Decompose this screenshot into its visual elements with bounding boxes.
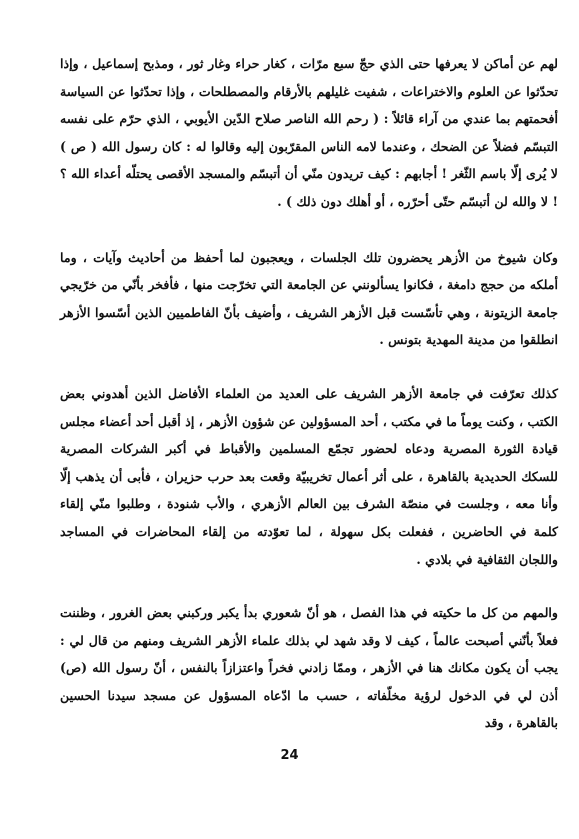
paragraph-1: لهم عن أماكن لا يعرفها حتى الذي حجّ سبع مرّات ، كغار حراء وغار ثور ، ومذبح إسماعيل ، وإذا تحدّثوا عن العلوم والاختراعات ، شفيت غليلهم بالأرقام والمصطلحات ، وإذا تحدّثوا عن السياسة أفحمتهم بما عندي من آراء قائلاً : ( رحم الله الناصر صلاح الدّين الأيوبي ، الذي حرّم على نفسه التبسّم فضلاً عن الضحك ، وعندما لامه الناس المقرّبون إليه وقالوا له : كان رسول الله ( ص ) لا يُرى إلّا باسم الثّغر ! أجابهم : كيف تريدون منّي أن أتبسّم والمسجد الأقصى يحتلّه أعداء الله ؟ ! لا والله لن أتبسّم حتّى أحرّره ، أو أهلك دون ذلك ) . (60, 56, 558, 209)
paragraph-2: وكان شيوخ من الأزهر يحضرون تلك الجلسات ، ويعجبون لما أحفظ من أحاديث وآيات ، وما أملكه من حجج دامغة ، فكانوا يسألونني عن الجامعة التي تخرّجت منها ، فأفخر بأنّي من خرّيجي جامعة الزيتونة ، وهي تأسّست قبل الأزهر الشريف ، وأضيف بأنّ الفاطميين الذين أسّسوا الأزهر انطلقوا من مدينة المهدية بتونس . (60, 249, 558, 348)
page-number: 24 (280, 748, 299, 763)
paragraph-3: كذلك تعرّفت في جامعة الأزهر الشريف على العديد من العلماء الأفاضل الذين أهدوني بعض الكتب ، وكنت يوماً ما في مكتب ، أحد المسؤولين عن شؤون الأزهر ، إذ أقبل أحد أعضاء مجلس قيادة الثورة المصرية ودعاه لحضور تجمّع المسلمين والأقباط في أكبر الشركات المصرية للسكك الحديدية بالقاهرة ، على أثر أعمال تخريبيّة وقعت بعد حرب حزيران ، فأبى أن يذهب إلّا وأنا معه ، وجلست في منصّة الشرف بين العالم الأزهري ، والأب شنودة ، وطلبوا منّي إلقاء كلمة في الحاضرين ، ففعلت بكل سهولة ، لما تعوّدته من إلقاء المحاضرات في المساجد واللجان الثقافية في بلادي . (60, 385, 558, 567)
paragraph-4: والمهم من كل ما حكيته في هذا الفصل ، هو أنّ شعوري بدأ يكبر وركبني بعض الغرور ، وظننت فعلاً بأنّني أصبحت عالماً ، كيف لا وقد شهد لي بذلك علماء الأزهر الشريف ومنهم من قال لي : يجب أن يكون مكانك هنا في الأزهر ، وممّا زادني فخراً واعتزازاً بالنفس ، أنّ رسول الله (ص) أذن لي في الدخول لرؤية مخلّفاته ، حسب ما ادّعاه المسؤول عن مسجد سيدنا الحسين بالقاهرة ، وقد (60, 605, 558, 731)
book-page (60, 50, 558, 810)
